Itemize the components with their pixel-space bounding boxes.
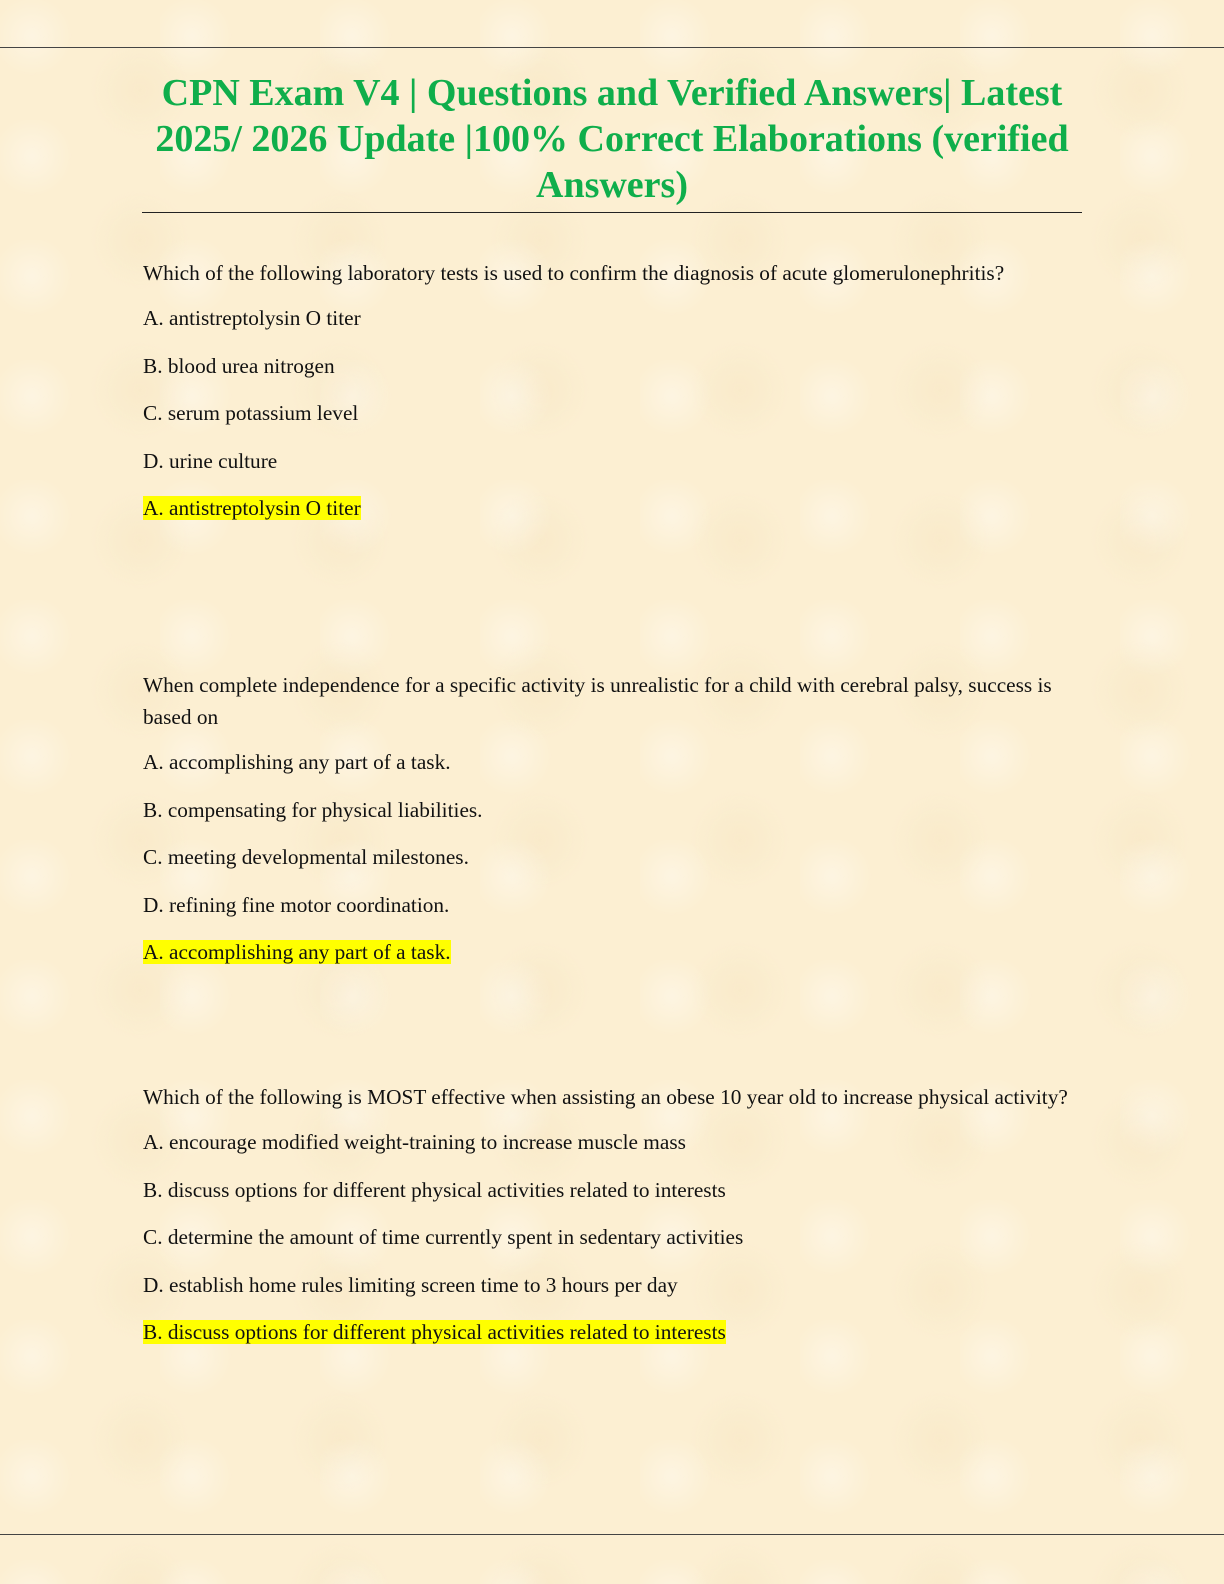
question-text: When complete independence for a specific activity is unrealistic for a child with cerebral palsy, success is based on [143,673,1052,729]
question-3 [143,1081,1083,1345]
option-b: B. compensating for physical liabilities. [143,797,483,822]
highlighted-answer: A. accomplishing any part of a task. [143,940,451,964]
option-a: A. accomplishing any part of a task. [143,750,451,774]
highlighted-answer: A. antistreptolysin O titer [143,496,361,520]
question-text: Which of the following is MOST effective when assisting an obese 10 year old to increase physical activity? [143,1085,1068,1109]
highlighted-answer: B. discuss options for different physical activities related to interests [143,1320,726,1344]
bottom-divider [0,1534,1224,1535]
option-d: D. establish home rules limiting screen time to 3 hours per day [143,1272,678,1297]
question-text: Which of the following laboratory tests is used to confirm the diagnosis of acute glomerulonephritis? [143,261,1005,285]
top-divider [0,47,1224,48]
option-c: C. meeting developmental milestones. [143,845,469,869]
option-d: D. urine culture [143,448,278,473]
document-title: CPN Exam V4 | Questions and Verified Answers| Latest 2025/ 2026 Update |100% Correct Elaborations (verified Answers) [142,70,1082,213]
option-a: A. antistreptolysin O titer [143,306,361,330]
option-c: C. determine the amount of time currently spent in sedentary activities [143,1225,744,1249]
option-d: D. refining fine motor coordination. [143,892,450,917]
option-a: A. encourage modified weight-training to increase muscle mass [143,1130,686,1154]
option-b: B. discuss options for different physical activities related to interests [143,1177,726,1202]
question-2 [143,669,1083,965]
option-b: B. blood urea nitrogen [143,353,335,378]
question-1 [143,257,1083,521]
option-c: C. serum potassium level [143,401,359,425]
